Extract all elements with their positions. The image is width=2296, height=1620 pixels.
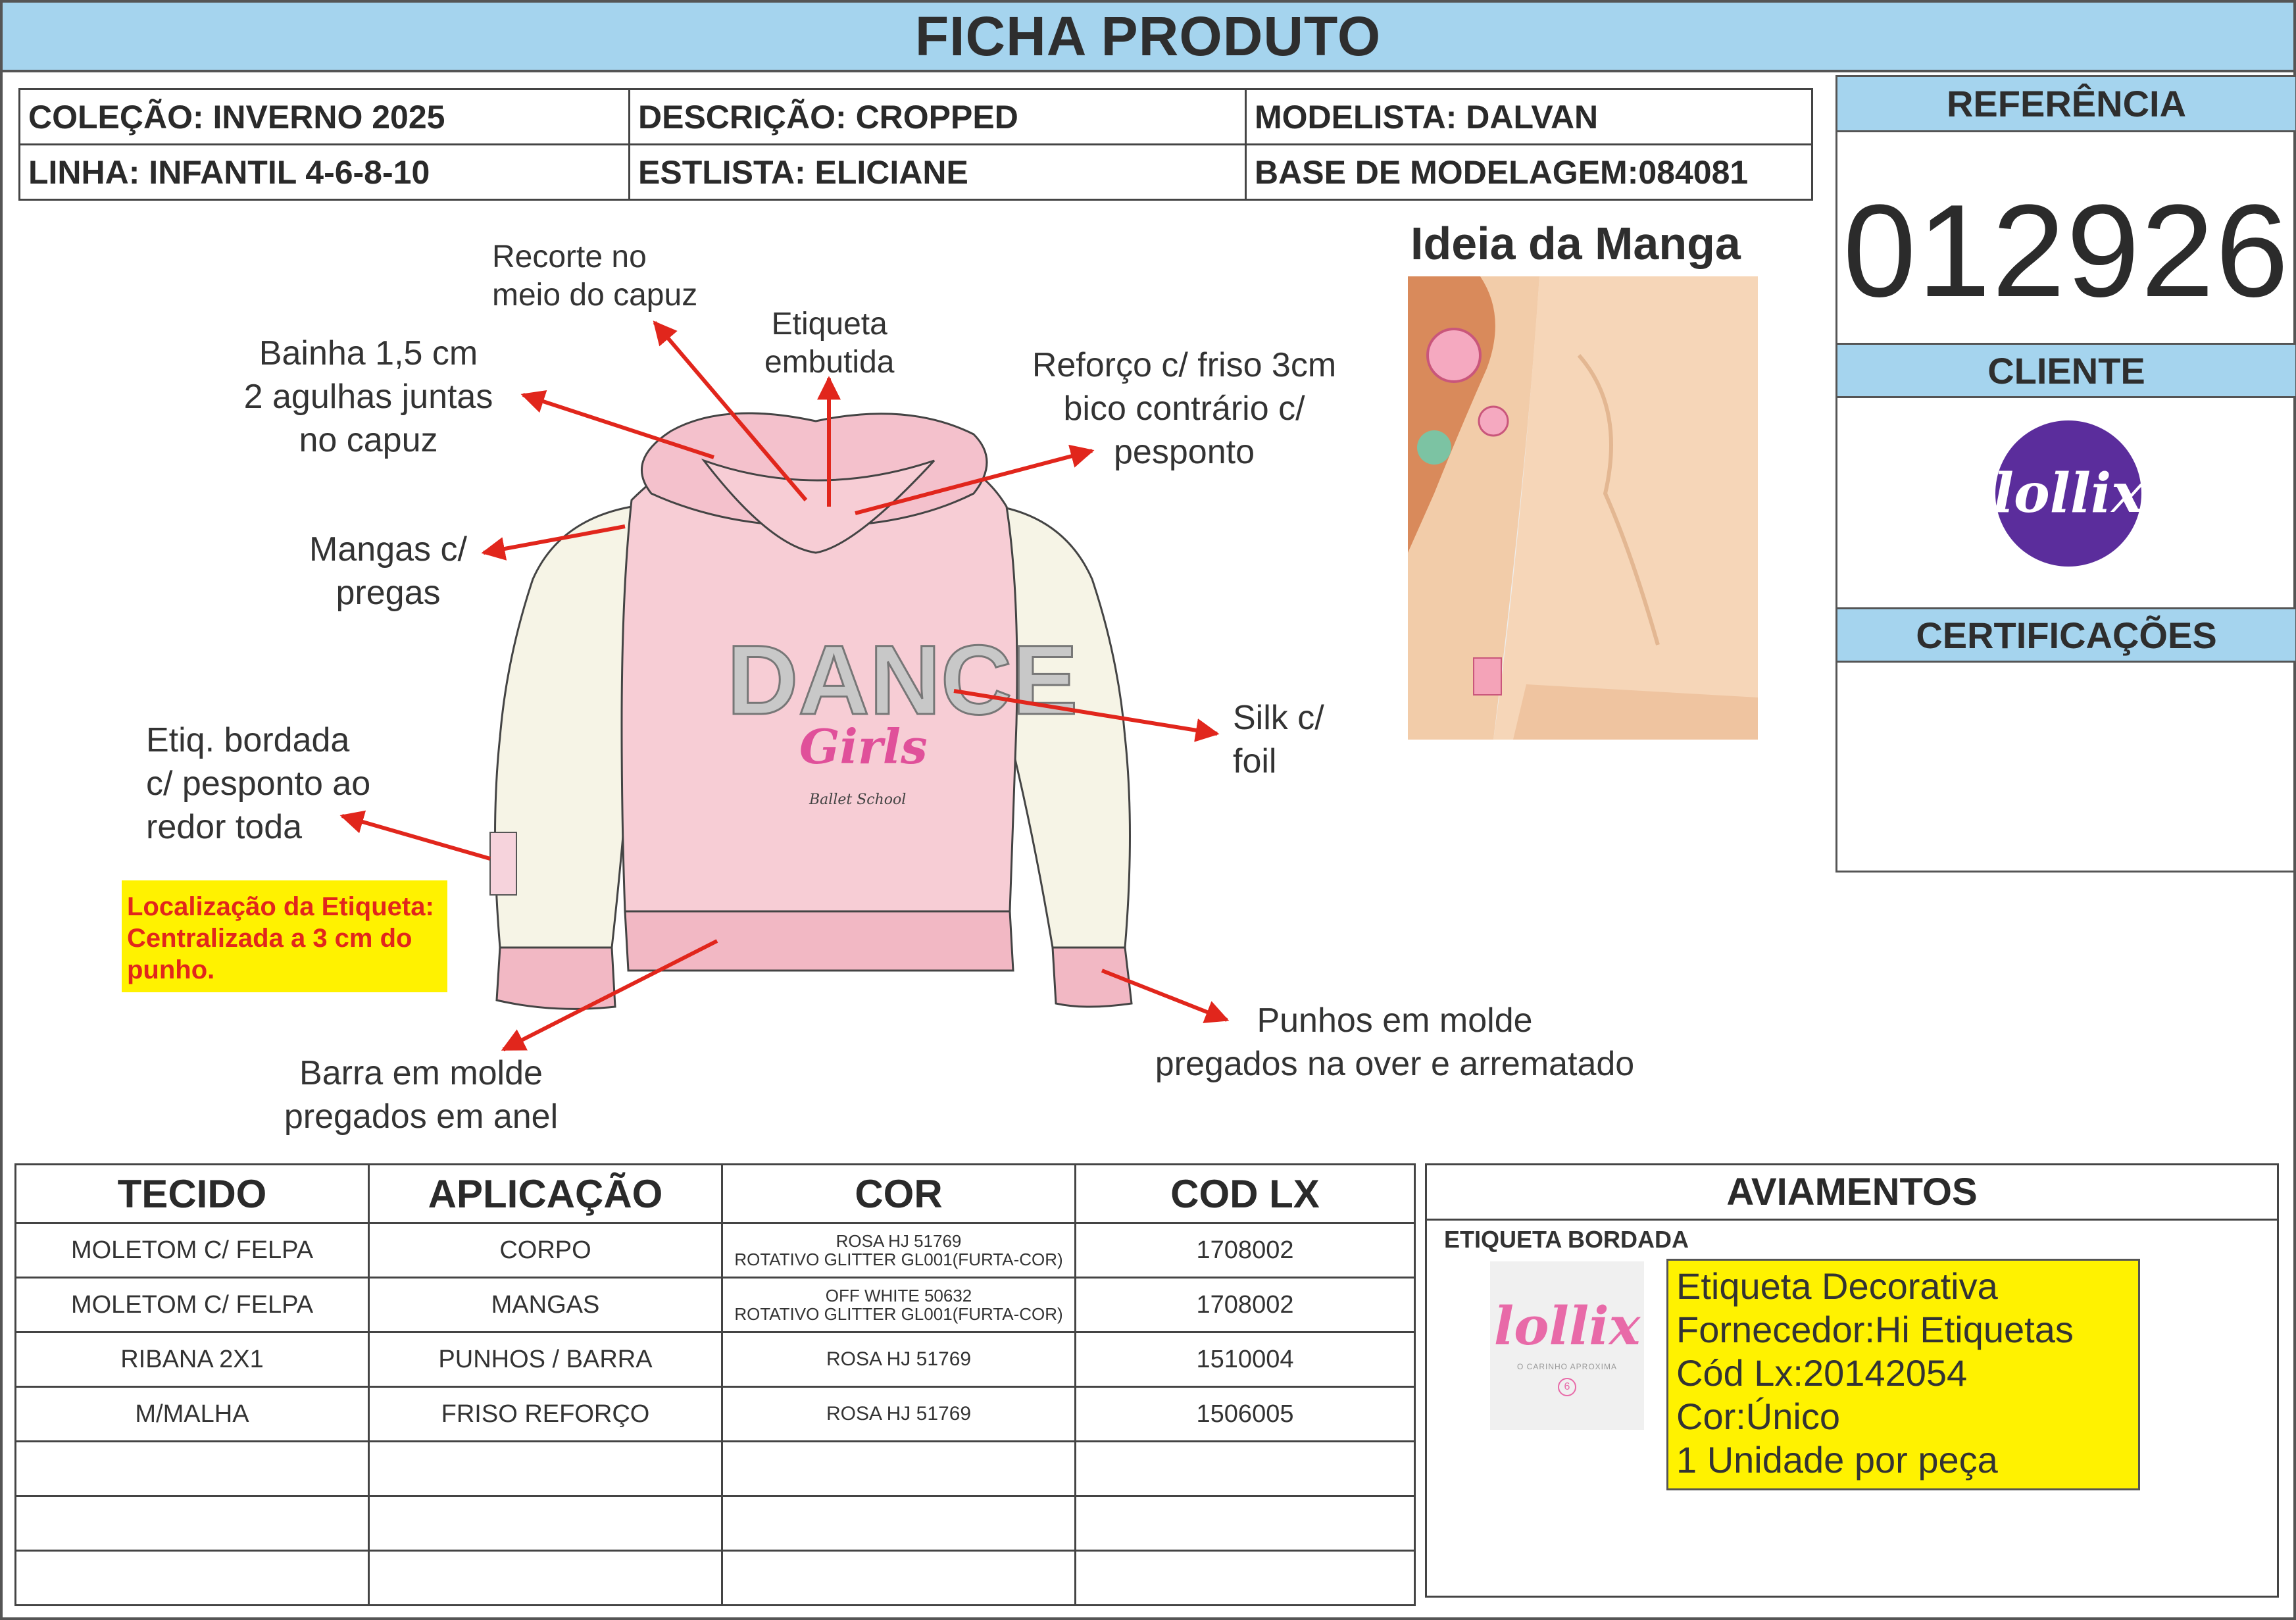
cell-cod: 1708002 [1076, 1278, 1415, 1332]
descricao-cell: DESCRIÇÃO: CROPPED [630, 89, 1246, 145]
label-brand: lollix [1493, 1295, 1641, 1357]
table-row-empty [16, 1551, 1415, 1606]
aviamentos-title: AVIAMENTOS [1427, 1165, 2277, 1221]
fabric-table [14, 1163, 1416, 1606]
cell-cor: ROSA HJ 51769 [722, 1387, 1076, 1442]
cell-tecido: M/MALHA [16, 1387, 369, 1442]
callout-silk: Silk c/ foil [1233, 699, 1324, 780]
client-logo-text: lollix [1993, 462, 2144, 525]
table-row [16, 1332, 1415, 1387]
aviamentos-details: Etiqueta Decorativa Fornecedor:Hi Etiquetas Cód Lx:20142054 Cor:Único 1 Unidade por peça [1666, 1259, 2140, 1490]
cell-aplicacao: MANGAS [369, 1278, 722, 1332]
cell-aplicacao: CORPO [369, 1223, 722, 1278]
header-tecido: TECIDO [16, 1165, 369, 1223]
cell-cor: ROSA HJ 51769 [722, 1332, 1076, 1387]
label-sub: O CARINHO APROXIMA [1516, 1362, 1618, 1371]
cell-cod: 1708002 [1076, 1223, 1415, 1278]
cell-tecido: RIBANA 2X1 [16, 1332, 369, 1387]
callout-etiq-bordada: Etiq. bordada c/ pesponto ao redor toda [146, 721, 371, 846]
aviamentos-label: ETIQUETA BORDADA [1444, 1226, 1689, 1253]
callout-etiqueta: Etiqueta embutida [764, 307, 895, 380]
header-cod-lx: COD LX [1076, 1165, 1415, 1223]
colecao-cell: COLEÇÃO: INVERNO 2025 [20, 89, 630, 145]
cell-tecido: MOLETOM C/ FELPA [16, 1278, 369, 1332]
table-row [16, 1223, 1415, 1278]
callout-reforco: Reforço c/ friso 3cm bico contrário c/ pesponto [1032, 346, 1337, 471]
callout-bainha: Bainha 1,5 cm 2 agulhas juntas no capuz [243, 334, 493, 459]
print-ballet: Ballet School [809, 792, 907, 808]
waistband [625, 911, 1013, 971]
callout-recorte: Recorte no meio do capuz [492, 240, 698, 313]
linha-cell: LINHA: INFANTIL 4-6-8-10 [20, 145, 630, 200]
table-row [16, 1387, 1415, 1442]
table-row-empty [16, 1442, 1415, 1496]
page-title: FICHA PRODUTO [914, 5, 1382, 67]
table-row [16, 1278, 1415, 1332]
tag-location-note: Localização da Etiqueta: Centralizada a 3 cm do punho. [122, 880, 447, 992]
cell-tecido: MOLETOM C/ FELPA [16, 1223, 369, 1278]
sleeve-idea-title: Ideia da Manga [1410, 218, 1741, 269]
callout-mangas: Mangas c/ pregas [309, 530, 467, 612]
label-size-icon: 6 [1558, 1378, 1576, 1396]
base-cell: BASE DE MODELAGEM:084081 [1246, 145, 1812, 200]
table-row-empty [16, 1496, 1415, 1551]
print-girls: Girls [799, 719, 928, 774]
estilista-cell: ESTLISTA: ELICIANE [630, 145, 1246, 200]
callout-barra: Barra em molde pregados em anel [284, 1054, 559, 1136]
cliente-header: CLIENTE [1837, 343, 2295, 398]
header-aplicacao: APLICAÇÃO [369, 1165, 722, 1223]
cell-cor: OFF WHITE 50632 ROTATIVO GLITTER GL001(FURTA-COR) [722, 1278, 1076, 1332]
header-cor: COR [722, 1165, 1076, 1223]
cell-cor: ROSA HJ 51769 ROTATIVO GLITTER GL001(FURTA-COR) [722, 1223, 1076, 1278]
fabric-table-header [16, 1165, 1415, 1223]
cell-aplicacao: FRISO REFORÇO [369, 1387, 722, 1442]
callout-punhos: Punhos em molde pregados na over e arrematado [1155, 1001, 1635, 1083]
cell-cod: 1510004 [1076, 1332, 1415, 1387]
embroidered-label-image [1490, 1261, 1644, 1430]
cell-cod: 1506005 [1076, 1387, 1415, 1442]
modelista-cell: MODELISTA: DALVAN [1246, 89, 1812, 145]
aviamentos-box [1425, 1163, 2279, 1598]
cell-aplicacao: PUNHOS / BARRA [369, 1332, 722, 1387]
referencia-number: 012926 [1843, 178, 2290, 324]
certificacoes-header: CERTIFICAÇÕES [1837, 607, 2295, 663]
referencia-header: REFERÊNCIA [1837, 77, 2295, 132]
print-dance: DANCE [727, 624, 1078, 735]
sleeve-tag [490, 832, 516, 895]
